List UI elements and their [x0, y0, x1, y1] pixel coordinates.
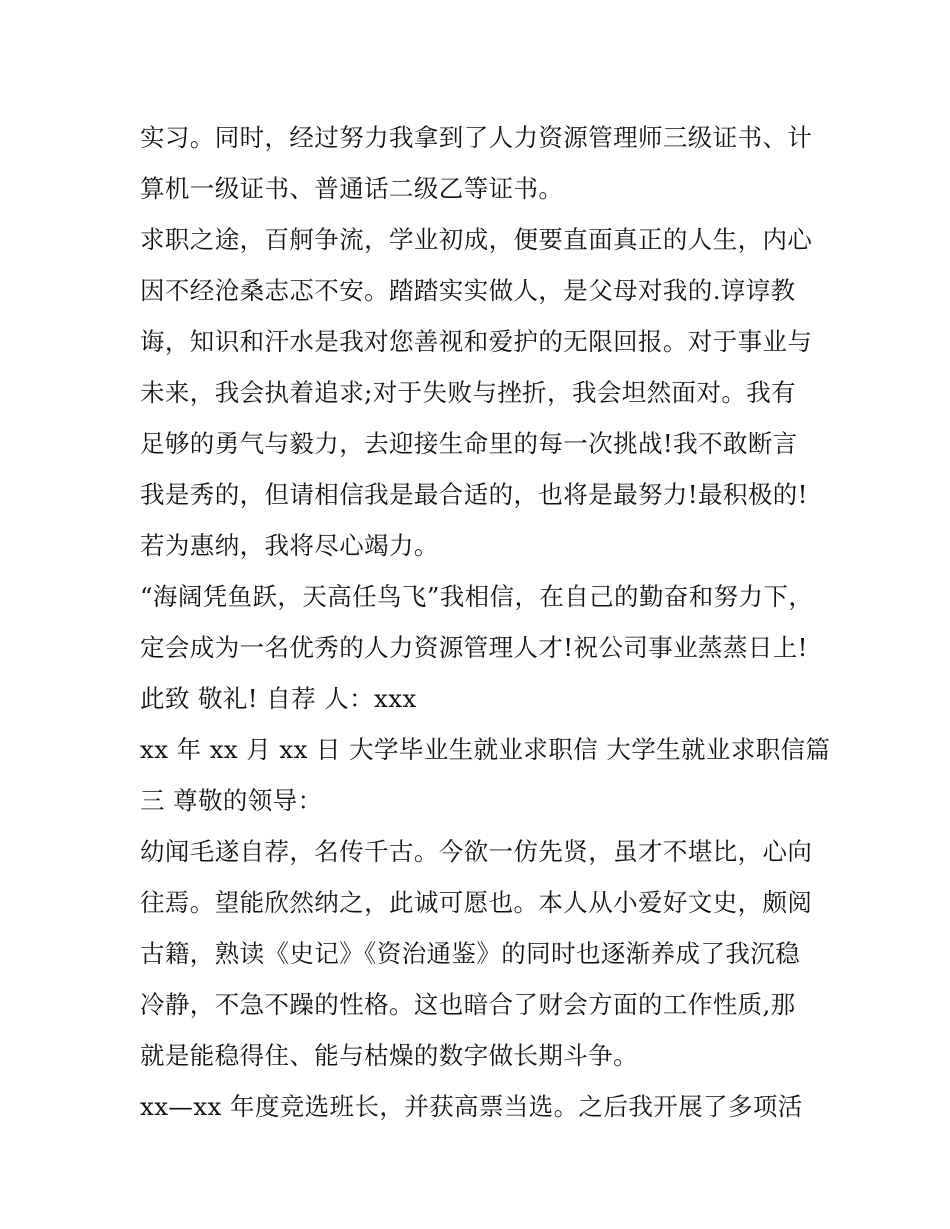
text-line: 若为惠纳，我将尽心竭力。 [140, 531, 439, 560]
text-line: 此致 敬礼! 自荐 人：xxx [140, 684, 417, 713]
text-line: 冷静，不急不躁的性格。这也暗合了财会方面的工作性质,那 [140, 990, 796, 1019]
text-line: 足够的勇气与毅力，去迎接生命里的每一次挑战!我不敢断言 [140, 429, 798, 458]
text-line: 未来，我会执着追求;对于失败与挫折，我会坦然面对。我有 [140, 378, 797, 407]
text-line: 就是能稳得住、能与枯燥的数字做长期斗争。 [140, 1041, 638, 1070]
text-line: 幼闻毛遂自荐，名传千古。今欲一仿先贤，虽才不堪比，心向 [140, 837, 813, 866]
text-line: 定会成为一名优秀的人力资源管理人才!祝公司事业蒸蒸日上! [140, 633, 808, 662]
text-line: 因不经沧桑志忑不安。踏踏实实做人，是父母对我的.谆谆教 [140, 276, 796, 305]
text-line: xx 年 xx 月 xx 日 大学毕业生就业求职信 大学生就业求职信篇 [140, 735, 831, 764]
text-line: 三 尊敬的领导： [140, 786, 323, 815]
text-line: 古籍，熟读《史记》《资治通鉴》的同时也逐渐养成了我沉稳 [140, 939, 801, 968]
text-line: “海阔凭鱼跃，天高任鸟飞”我相信，在自己的勤奋和努力下， [140, 582, 814, 611]
text-line: 往焉。望能欣然纳之，此诚可愿也。本人从小爱好文史，颇阅 [140, 888, 813, 917]
text-line: 我是秀的，但请相信我是最合适的，也将是最努力!最积极的! [140, 480, 808, 509]
text-line: 算机一级证书、普通话二级乙等证书。 [140, 174, 564, 203]
text-line: 求职之途，百舸争流，学业初成，便要直面真正的人生，内心 [140, 225, 813, 254]
text-line: xx—xx 年度竞选班长，并获高票当选。之后我开展了多项活 [140, 1092, 803, 1121]
body-text [140, 112, 831, 1132]
text-line: 实习。同时，经过努力我拿到了人力资源管理师三级证书、计 [140, 123, 813, 152]
text-line: 诲，知识和汗水是我对您善视和爱护的无限回报。对于事业与 [140, 327, 813, 356]
